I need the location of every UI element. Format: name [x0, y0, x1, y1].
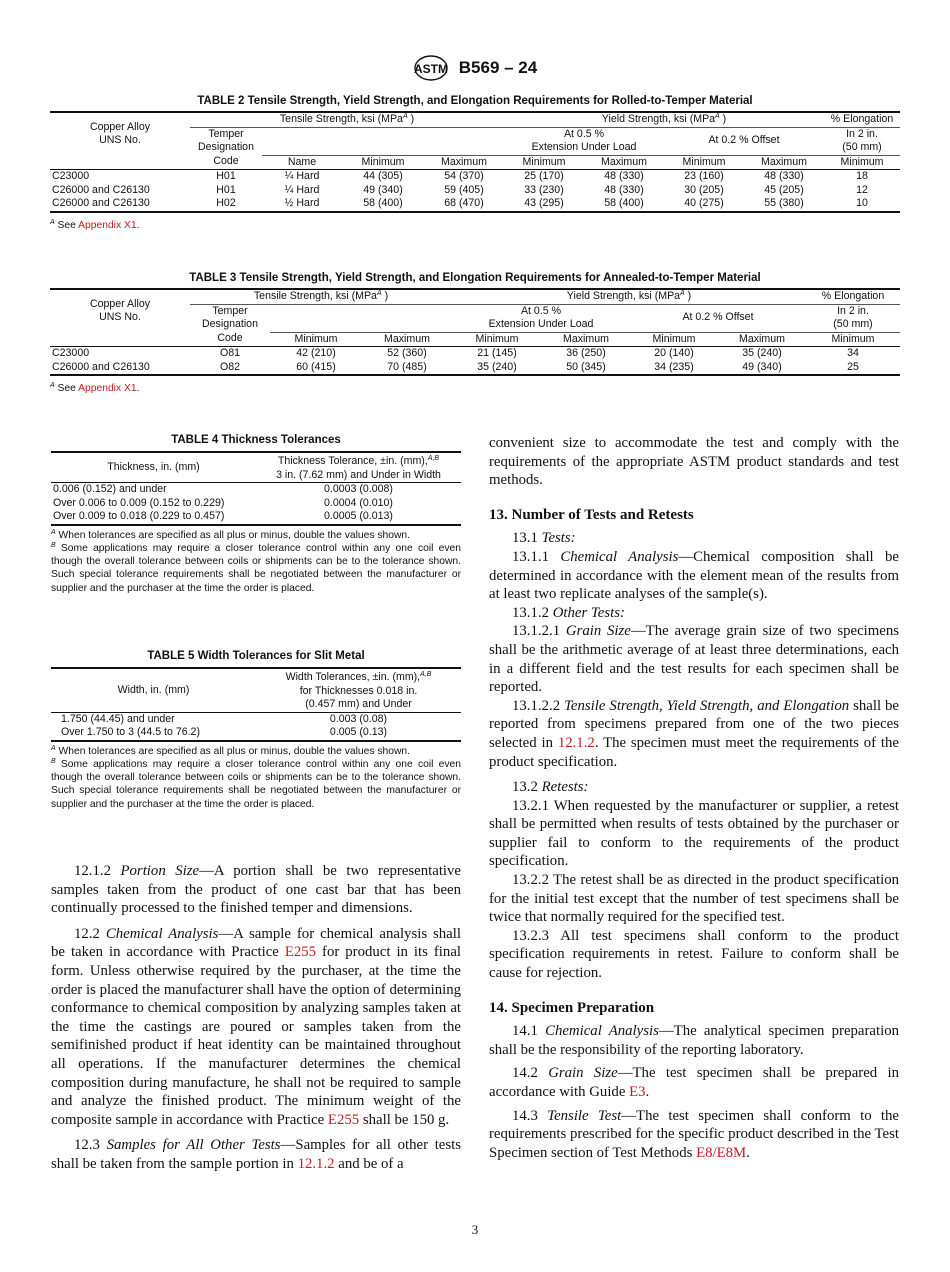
para-14-3: 14.3 Tensile Test—The test specimen shall conform to the requirements prescribed for the specific product described in the Test Specimen section of Test Methods E8/E8M. [489, 1107, 899, 1161]
para-13-2: 13.2 Retests: [512, 779, 589, 796]
section-12-1-2-link[interactable]: 12.1.2 [557, 734, 595, 751]
para-13-1: 13.1 Tests: [512, 530, 576, 547]
table-3-title: TABLE 3 Tensile Strength, Yield Strength, and Elongation Requirements for Annealed-to-Temper Material [189, 272, 761, 284]
table-5-title: TABLE 5 Width Tolerances for Slit Metal [147, 650, 365, 662]
e3-link[interactable]: E3 [629, 1084, 646, 1100]
table-2-grid: Copper Alloy UNS No. Tensile Strength, ksi (MPa$^A$ ) Yield Strength, ksi (MPa$^A$ ) % Elongation Temper Designation At 0.5 % Extension Under Load At 0.2 % Offset In 2 in. (50 mm) Code Name Minimum Maximum Minimum Maximum Minimum Maximum Minimum C23000 H01 ¼ Hard 44 (305) 54 (370) 25 (170) 48 (330) 23 (160) 48 (330) 18 C26000 and C26130 H01 ¼ Hard 49 (340) 59 (405) 33 (230) 48 (330) 30 (205) 45 (205) 12 C26000 and C26130 H02 ½ Hard 58 (400) 68 (470) 43 (295) 58 (400) 40 (275) 55 (380) 10 [50, 111, 900, 213]
table-3-grid: Copper Alloy UNS No. Tensile Strength, ksi (MPa$^A$ ) Yield Strength, ksi (MPa$^A$ ) % Elongation Temper Designation At 0.5 % Extension Under Load At 0.2 % Offset In 2 in. (50 mm) Code Minimum Maximum Minimum Maximum Minimum Maximum Minimum C23000 O81 42 (210) 52 (360) 21 (145) 36 (250) 20 (140) 35 (240) 34 C26000 and C26130 O82 60 (415) 70 (485) 35 (240) 50 (345) 34 (235) 49 (340) 25 [50, 288, 900, 376]
para-13-1-2: 13.1.2 Other Tests: [512, 604, 625, 621]
table-row: C26000 and C26130 H01 ¼ Hard 49 (340) 59 (405) 33 (230) 48 (330) 30 (205) 45 (205) 12 [52, 183, 868, 196]
page-header [0, 54, 950, 82]
table-2-footnote: $^A$ See Appendix X1. [50, 218, 140, 231]
section-13-heading: 13. Number of Tests and Retests [489, 506, 694, 523]
footnote-b: $^B$ Some applications may require a closer tolerance control within any one coil even though the overall tolerance between coils or shipments can be to the tolerance shown. Such special tolerance requirements shall be negotiated between the manufacturer or supplier and the purchaser at the time the order is placed. [51, 541, 461, 594]
para-12-2: 12.2 Chemical Analysis—A sample for chemical analysis shall be taken in accordance with Practice E255 for product in its final form. Unless otherwise required by the purchaser, at the time the order is placed the manufacturer shall have the option of determining conformance to chemical composition by analyzing samples taken at the time the castings are poured or samples taken from the semifinished product if heat identity can be maintained throughout all operations. If the manufacturer determines the chemical composition during manufacture, he shall not be required to sample and analyze the finished product. The minimum weight of the composite sample in accordance with Practice E255 shall be 150 g. [51, 925, 461, 1128]
para-12-3: 12.3 Samples for All Other Tests—Samples for all other tests shall be taken from the sample portion in 12.1.2 and be of a [51, 1137, 462, 1172]
svg-text:ASTM: ASTM [413, 62, 448, 76]
table-4-footnotes [51, 529, 461, 595]
para-12-1-2: 12.1.2 Portion Size—A portion shall be two representative samples taken from the product of one cast bar that has been continually processed to the finished temper and dimensions. [51, 863, 462, 917]
table-row: C26000 and C26130 O82 60 (415) 70 (485) 35 (240) 50 (345) 34 (235) 49 (340) 25 [50, 361, 900, 376]
table-4 [51, 434, 461, 595]
astm-logo-icon [413, 54, 449, 82]
left-column-text [51, 862, 461, 1174]
appendix-x1-link[interactable]: Appendix X1 [78, 219, 137, 231]
section-14-heading: 14. Specimen Preparation [489, 999, 655, 1016]
footnote-a: $^A$ When tolerances are specified as all plus or minus, double the values shown. [51, 744, 410, 757]
table-row: Over 0.006 to 0.009 (0.152 to 0.229) 0.0004 (0.010) [53, 496, 393, 509]
table-row: 0.006 (0.152) and under 0.0003 (0.008) [53, 483, 393, 495]
e255-link[interactable]: E255 [284, 944, 317, 961]
table-row: Over 1.750 to 3 (44.5 to 76.2) 0.005 (0.13) [51, 726, 461, 741]
section-12-1-2-link[interactable]: 12.1.2 [297, 1155, 335, 1172]
e8-e8m-link[interactable]: E8/E8M [696, 1144, 747, 1161]
footnote-a: $^A$ When tolerances are specified as all plus or minus, double the values shown. [51, 528, 410, 541]
para-13-2-1: 13.2.1 When requested by the manufacturer or supplier, a retest shall be permitted when results of tests obtained by the purchaser or supplier fail to conform to the requirements of the product specification. [489, 797, 900, 870]
table-3-footnote: $^A$ See Appendix X1. [50, 382, 140, 394]
para-13-1-2-1: 13.1.2.1 Grain Size—The average grain size of two specimens shall be the arithmetic average of at least three determinations, each in a different field and the test results for each specimen shall be reported. [489, 623, 899, 696]
table-2-title: TABLE 2 Tensile Strength, Yield Strength, and Elongation Requirements for Rolled-to-Temper Material [197, 95, 753, 107]
table-row: C26000 and C26130 H02 ½ Hard 58 (400) 68 (470) 43 (295) 58 (400) 40 (275) 55 (380) 10 [50, 197, 900, 212]
para-13-2-3: 13.2.3 All test specimens shall conform to the product specification requirements in retest. Failure to conform shall be cause for rejection. [489, 927, 899, 982]
table-5 [51, 650, 461, 811]
table-5-grid: Width, in. (mm) Width Tolerances, ±in. (mm),$^{A,B}$ for Thicknesses 0.018 in. (0.457 mm) and Under 1.750 (44.45) and under 0.003 (0.08) Over 1.750 to 3 (44.5 to 76.2) 0.005 (0.13) [51, 667, 461, 742]
table-row: C23000 O81 42 (210) 52 (360) 21 (145) 36 (250) 20 (140) 35 (240) 34 [52, 347, 859, 359]
table-4-grid: Thickness, in. (mm) Thickness Tolerance, ±in. (mm),$^{A,B}$ 3 in. (7.62 mm) and Under in Width 0.006 (0.152) and under 0.0003 (0.008) Over 0.006 to 0.009 (0.152 to 0.229) 0.0004 (0.010) Over 0.009 to 0.018 (0.229 to 0.457) 0.0005 (0.013) [51, 451, 461, 526]
table-row: Over 0.009 to 0.018 (0.229 to 0.457) 0.0005 (0.013) [51, 510, 461, 525]
table-row: C23000 H01 ¼ Hard 44 (305) 54 (370) 25 (170) 48 (330) 23 (160) 48 (330) 18 [52, 170, 868, 182]
table-5-footnotes [51, 745, 461, 811]
table-row: 1.750 (44.45) and under 0.003 (0.08) [61, 712, 388, 725]
para-13-1-1: 13.1.1 Chemical Analysis—Chemical composition shall be determined in accordance with the element mean of the results from at least two replicate analyses of the sample(s). [489, 548, 899, 603]
appendix-x1-link[interactable]: Appendix X1 [78, 383, 137, 394]
para-14-1: 14.1 Chemical Analysis—The analytical specimen preparation shall be the responsibility of the reporting laboratory. [489, 1023, 899, 1058]
document-id: B569 – 24 [458, 58, 538, 77]
right-column-text [489, 434, 899, 1162]
para-14-2: 14.2 Grain Size—The test specimen shall be prepared in accordance with Guide E3. [489, 1065, 899, 1100]
footnote-b: $^B$ Some applications may require a closer tolerance control within any one coil even though the overall tolerance between coils or shipments can be to the tolerance shown. Such special tolerance requirements shall be negotiated between the manufacturer or supplier and the purchaser at the time the order is placed. [51, 757, 461, 810]
e255-link[interactable]: E255 [327, 1111, 360, 1128]
page-number: 3 [471, 1222, 479, 1237]
para-13-1-2-2: 13.1.2.2 Tensile Strength, Yield Strength, and Elongation shall be reported from specimens prepared from one of the two pieces selected in 12.1.2. The specimen must meet the requirements of the product specification. [489, 697, 900, 770]
table-3 [50, 272, 900, 395]
para-13-2-2: 13.2.2 The retest shall be as directed in the product specification for the initial test except that the number of test specimens shall be twice that normally required for the specified test. [489, 872, 899, 926]
table-2 [50, 95, 900, 232]
table-4-title: TABLE 4 Thickness Tolerances [171, 434, 341, 446]
continuation-text: convenient size to accommodate the test and comply with the requirements of the appropriate ASTM product standards and test methods. [489, 435, 899, 489]
